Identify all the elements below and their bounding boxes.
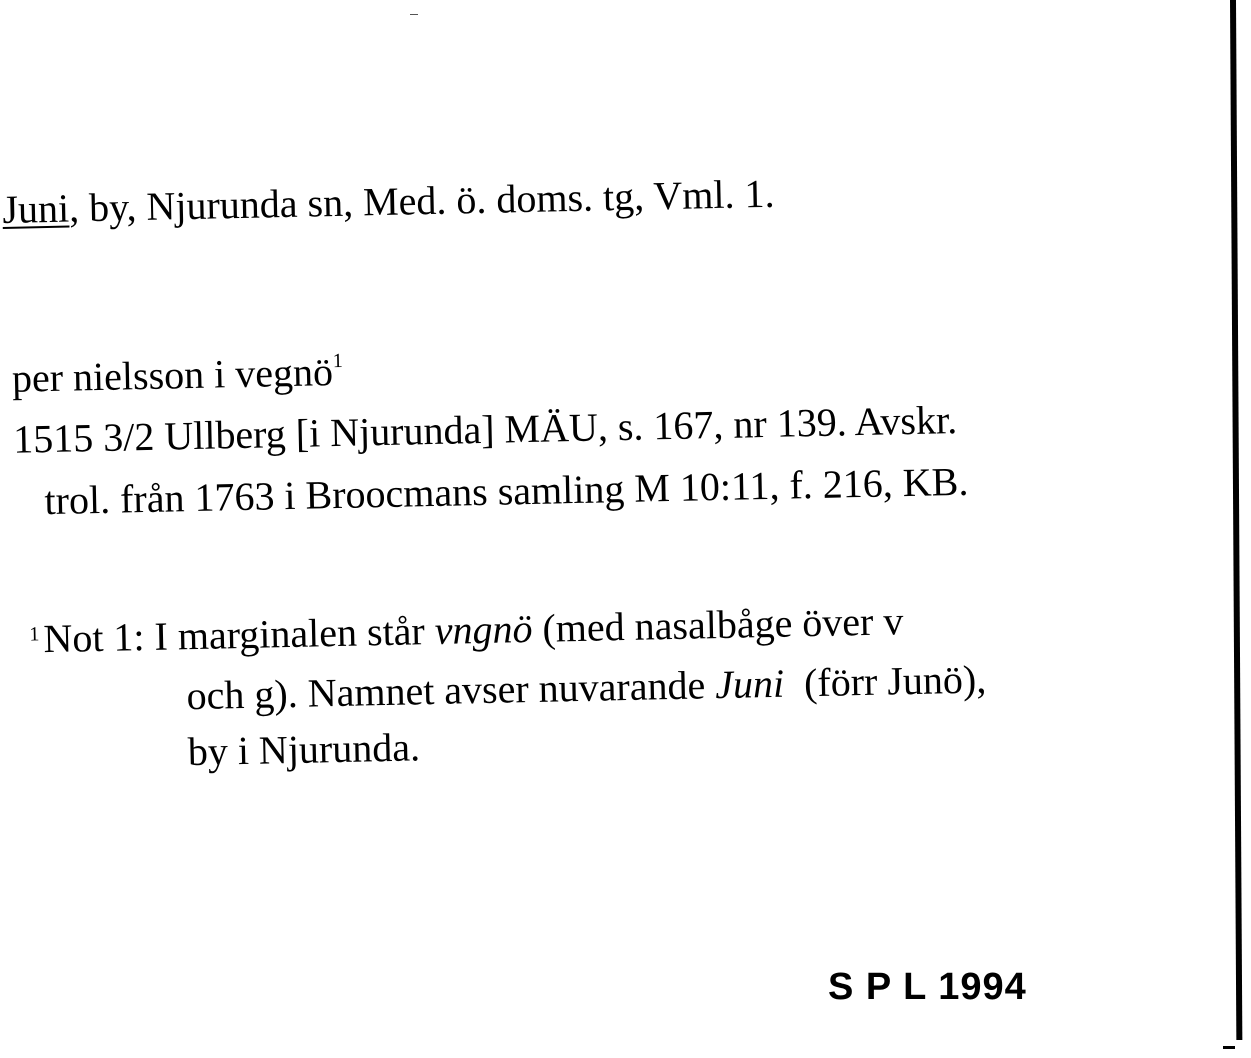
attestation-source-line-1: 1515 3/2 Ullberg [i Njurunda] MÄU, s. 167, nr 139. Avskr. (12, 397, 958, 462)
footnote-line-1 (29, 598, 904, 662)
entry-heading (1, 170, 775, 232)
footnote-italic-form-a: vng (434, 606, 493, 653)
entry-headword: Juni (1, 185, 70, 232)
attestation-source-line-2: trol. från 1763 i Broocmans samling M 10:11, f. 216, KB. (44, 458, 969, 524)
footnote-label: Not 1: I marginalen står (42, 607, 436, 662)
footnote-line-2 (186, 656, 987, 719)
entry-heading-rest: , by, Njurunda sn, Med. ö. doms. tg, Vml. 1. (68, 170, 775, 231)
footnote-reference: 1 (332, 349, 343, 373)
attestation-form (12, 351, 344, 399)
footnote-line2-after: (förr Junö), (783, 656, 987, 706)
footnote-line-3: by i Njurunda. (187, 724, 421, 775)
attestation-form-text: per nielsson i vegnö (11, 349, 334, 401)
footnote-marker: 1 (29, 623, 40, 646)
footnote-italic-form-b: nö (491, 605, 533, 652)
footnote-line2-italic: Juni (714, 660, 785, 708)
scan-corner-mark (1223, 1046, 1235, 1049)
signature: S P L 1994 (828, 966, 1027, 1008)
footnote-text-after-form: (med nasalbåge över v (531, 598, 904, 651)
footnote-line2-before: och g). Namnet avser nuvarande (186, 662, 716, 719)
